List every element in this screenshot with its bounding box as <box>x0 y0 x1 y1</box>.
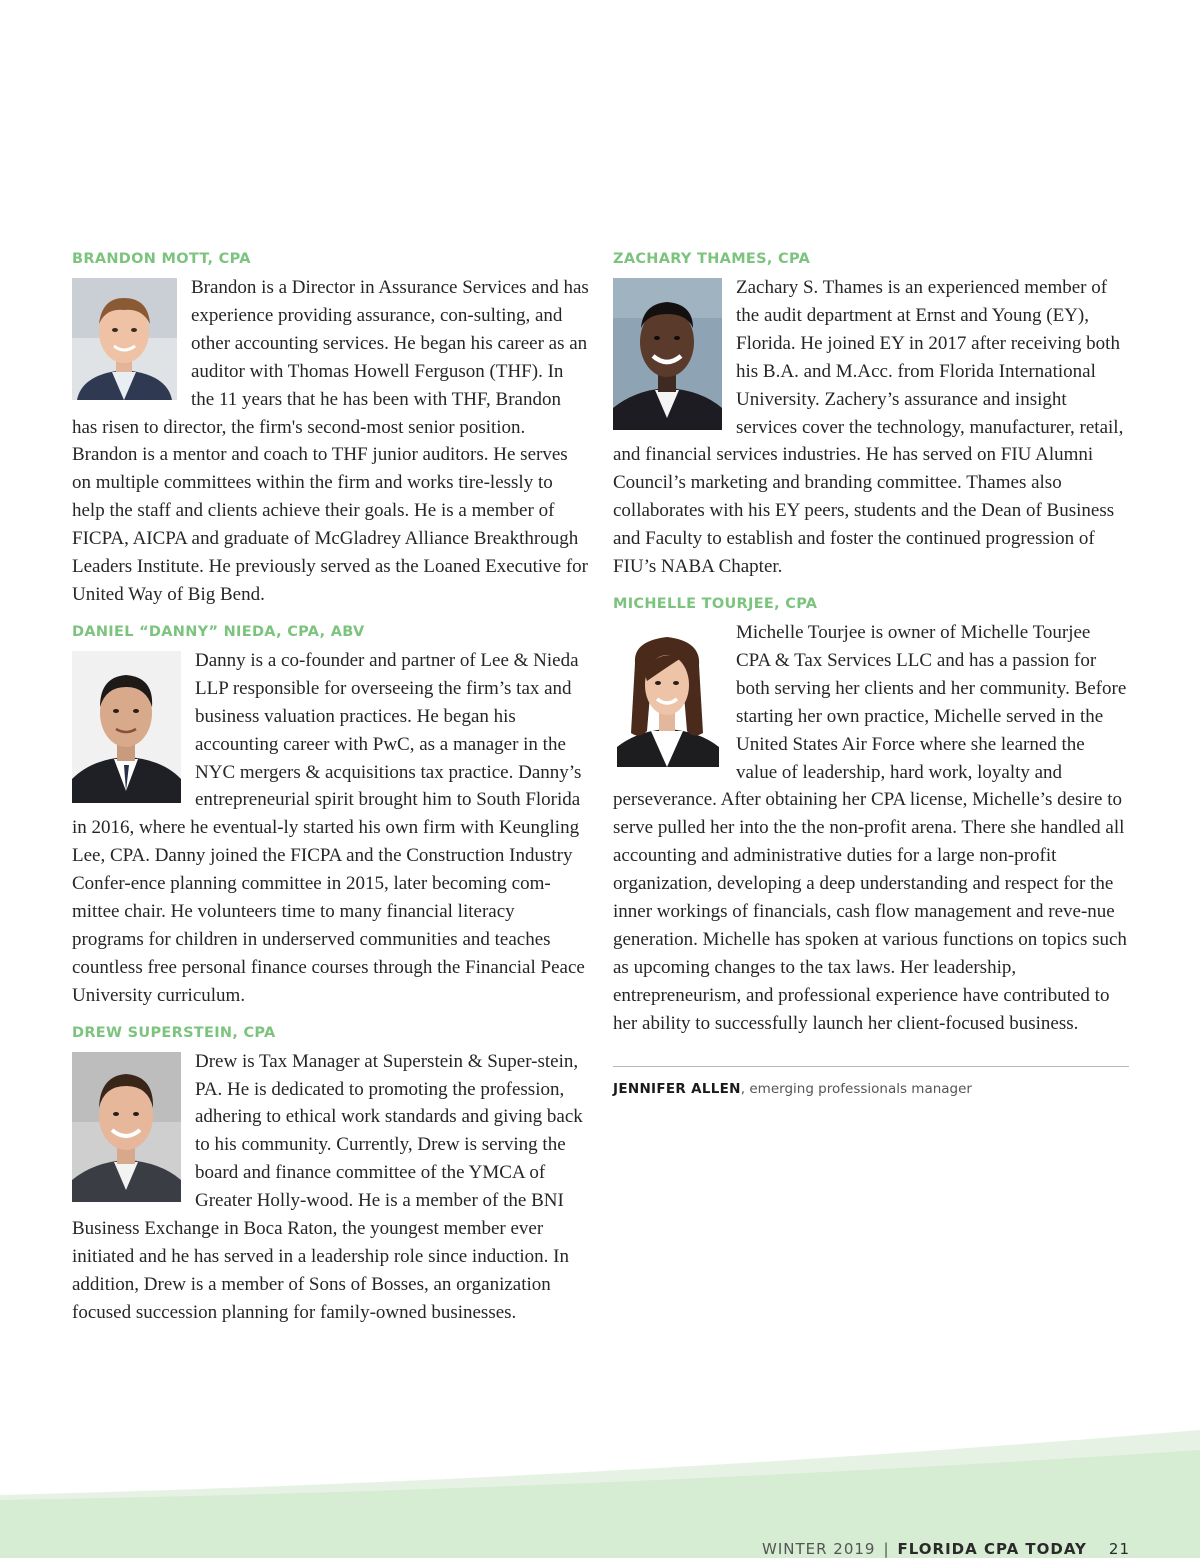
page-number: 21 <box>1108 1540 1130 1558</box>
profile-bio: Drew is Tax Manager at Superstein & Super-stein, PA. He is dedicated to promoting the profession, adhering to ethical work standards and giving back to his community. Currently, Drew is serving the board and finance committee of the YMCA of Greater Holly-wood. He is a member of the BNI Business Exchange in Boca Raton, the youngest member ever initiated and he has served in a leadership role since induction. In addition, Drew is a member of Sons of Bosses, an organization focused succession planning for family-owned businesses. <box>72 1050 583 1323</box>
profile-name: MICHELLE TOURJEE, CPA <box>613 595 818 612</box>
divider-rule <box>613 1066 1129 1067</box>
right-column <box>613 248 1129 1097</box>
footer-wave-decoration <box>0 1420 1200 1558</box>
headshot-photo <box>72 651 181 803</box>
profile-drew-superstein <box>72 1022 590 1327</box>
headshot-photo <box>613 623 722 767</box>
profile-bio: Danny is a co-founder and partner of Lee & Nieda LLP responsible for overseeing the firm’s tax and business valuation practices. He began his accounting career with PwC, as a manager in the NYC mergers & acquisitions tax practice. Danny’s entrepreneurial spirit brought him to South Florida in 2016, where he eventual-ly started his own firm with Keungling Lee, CPA. Danny joined the FICPA and the Construction Industry Confer-ence planning committee in 2015, later becoming com-mittee chair. He volunteers time to many financial literacy programs for children in underserved communities and teaches countless free personal finance courses through the Financial Peace University curriculum. <box>72 649 585 1006</box>
profile-name: DREW SUPERSTEIN, CPA <box>72 1024 276 1041</box>
profile-zachary-thames <box>613 248 1129 581</box>
page-footer <box>762 1540 1130 1558</box>
profile-name: BRANDON MOTT, CPA <box>72 251 251 267</box>
headshot-photo <box>72 278 177 400</box>
profile-bio: Michelle Tourjee is owner of Michelle Tourjee CPA & Tax Services LLC and has a passion for both serving her clients and her community. Before starting her own practice, Michelle served in the United States Air Force where she learned the value of leadership, hard work, loyalty and perseverance. After obtaining her CPA license, Michelle’s desire to serve pulled her into the the non-profit arena. There she handled all accounting and administrative duties for a large non-profit organization, developing a deep understanding and respect for the inner workings of financials, cash flow management and reve-nue generation. Michelle has spoken at various functions on topics such as upcoming changes to the tax laws. Her leadership, entrepreneurism, and professional experience have contributed to her ability to successfully launch her client-focused business. <box>613 621 1127 1034</box>
profile-bio-container <box>72 1048 590 1327</box>
profile-bio: Zachary S. Thames is an experienced member of the audit department at Ernst and Young (EY), Florida. He joined EY in 2017 after receiving both his B.A. and M.Acc. from Florida International University. Zachery’s assurance and insight services cover the technology, manufacturer, retail, and financial services industries. He has served on FIU Alumni Council’s marketing and branding committee. Thames also collaborates with his EY peers, students and the Dean of Business and Faculty to establish and foster the continued progression of FIU’s NABA Chapter. <box>613 277 1124 578</box>
profile-bio-container <box>72 647 590 1010</box>
profile-bio: Brandon is a Director in Assurance Services and has experience providing assurance, con-sulting, and other accounting services. He began his career as an auditor with Thomas Howell Ferguson (THF). In the 11 years that he has been with THF, Brandon has risen to director, the firm's second-most senior position. Brandon is a mentor and coach to THF junior auditors. He serves on multiple committees within the firm and works tire-lessly to help the staff and clients achieve their goals. He is a member of FICPA, AICPA and graduate of McGladrey Alliance Breakthrough Leaders Institute. He previously served as the Loaned Executive for United Way of Big Bend. <box>72 277 589 605</box>
profile-name: DANIEL “DANNY” NIEDA, CPA, ABV <box>72 623 365 640</box>
author-byline <box>613 1081 1129 1097</box>
headshot-photo <box>613 278 722 430</box>
profile-bio-container <box>613 619 1129 1038</box>
profile-brandon-mott <box>72 248 590 609</box>
footer-issue: WINTER 2019 <box>761 1540 876 1558</box>
headshot-photo <box>72 1052 181 1202</box>
profile-michelle-tourjee <box>613 593 1129 1038</box>
left-column <box>72 248 590 1339</box>
footer-publication: FLORIDA CPA TODAY <box>897 1540 1087 1558</box>
profile-danny-nieda <box>72 621 590 1010</box>
byline-author: JENNIFER ALLEN <box>613 1080 741 1097</box>
profile-bio-container <box>72 274 590 609</box>
footer-separator: | <box>883 1540 890 1558</box>
profile-name: ZACHARY THAMES, CPA <box>613 251 811 267</box>
byline-role: , emerging professionals manager <box>740 1080 972 1097</box>
profile-bio-container <box>613 274 1129 581</box>
